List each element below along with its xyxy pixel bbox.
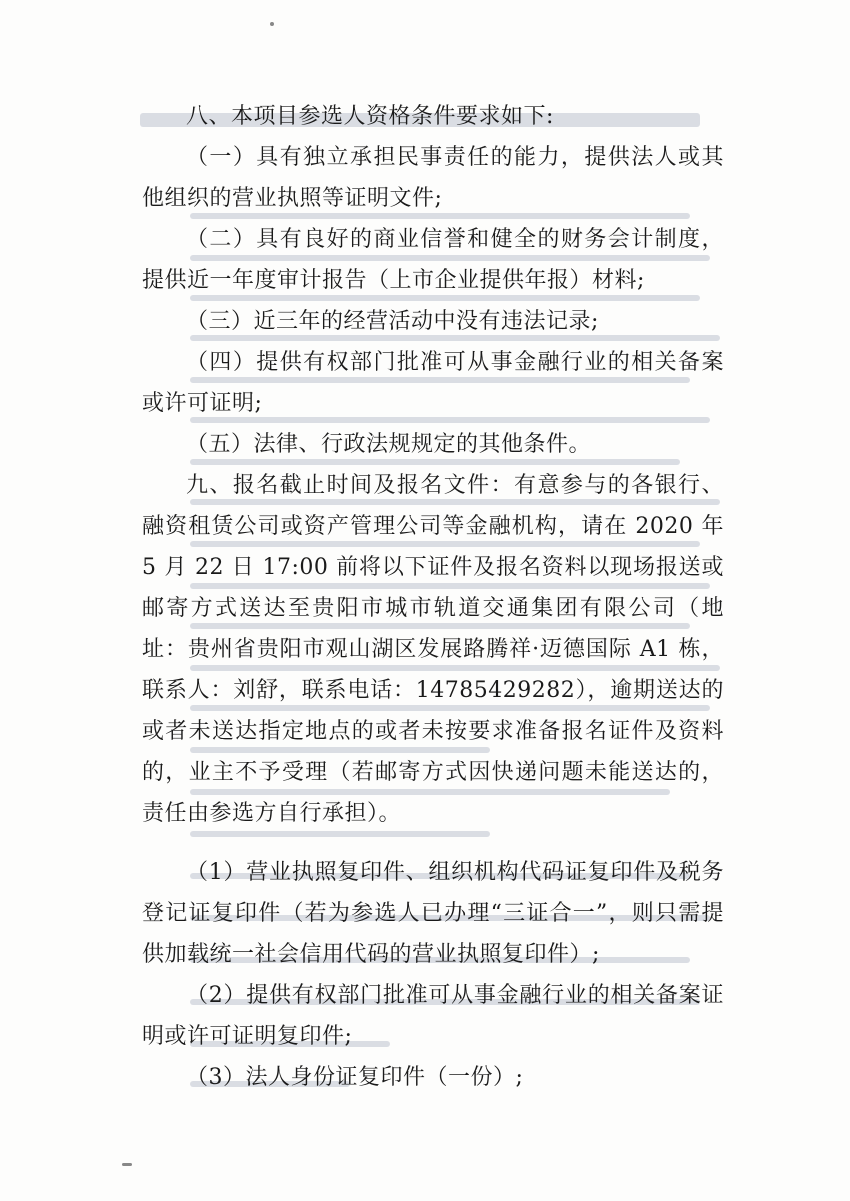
document-body [142,96,724,1098]
section-9-paragraph: 九、报名截止时间及报名文件：有意参与的各银行、融资租赁公司或资产管理公司等金融机构，请在 2020 年 5 月 22 日 17:00 前将以下证件及报名资料以现场报送或邮寄方式送达至贵阳市城市轨道交通集团有限公司（地址：贵州省贵阳市观山湖区发展路腾祥·迈德国际 A1 栋，联系人：刘舒，联系电话：14785429282），逾期送达的或者未送达指定地点的或者未按要求准备报名证件及资料的，业主不予受理（若邮寄方式因快递问题未能送达的，责任由参选方自行承担）。 [142,473,724,826]
scan-speck [270,22,274,26]
requirement-2: （二）具有良好的商业信誉和健全的财务会计制度，提供近一年度审计报告（上市企业提供年报）材料; [142,227,724,293]
document-item-1: （1）营业执照复印件、组织机构代码证复印件及税务登记证复印件（若为参选人已办理“三证合一”，则只需提供加载统一社会信用代码的营业执照复印件）; [142,860,724,967]
requirement-1: （一）具有独立承担民事责任的能力，提供法人或其他组织的营业执照等证明文件; [142,145,724,211]
scan-speck [122,1163,132,1166]
requirement-4: （四）提供有权部门批准可从事金融行业的相关备案或许可证明; [142,350,724,416]
requirement-3: （三）近三年的经营活动中没有违法记录; [186,309,599,334]
document-item-3: （3）法人身份证复印件（一份）; [186,1065,524,1090]
section-8-heading: 八、本项目参选人资格条件要求如下: [186,104,554,129]
document-item-2: （2）提供有权部门批准可从事金融行业的相关备案证明或许可证明复印件; [142,983,724,1049]
requirement-5: （五）法律、行政法规规定的其他条件。 [186,432,592,457]
